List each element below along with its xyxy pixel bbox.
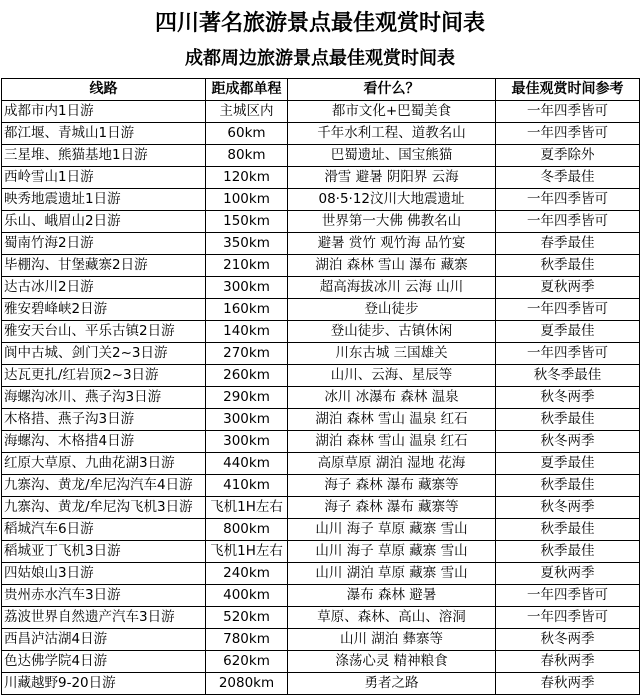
attractions-cell: 登山徒步、古镇休闲 — [288, 321, 496, 343]
table-row — [2, 365, 640, 387]
attractions-cell: 巴蜀遗址、国宝熊猫 — [288, 145, 496, 167]
attractions-cell: 冰川 冰瀑布 森林 温泉 — [288, 387, 496, 409]
route-cell: 达瓦更扎/红岩顶2~3日游 — [2, 365, 206, 387]
distance-cell: 160km — [206, 299, 288, 321]
attractions-cell: 高原草原 湖泊 湿地 花海 — [288, 453, 496, 475]
best-time-cell: 秋季最佳 — [496, 475, 640, 497]
route-cell: 色达佛学院4日游 — [2, 651, 206, 673]
attractions-cell: 山川、云海、星辰等 — [288, 365, 496, 387]
route-cell: 雅安天台山、平乐古镇2日游 — [2, 321, 206, 343]
attractions-cell: 08·5·12汶川大地震遗址 — [288, 189, 496, 211]
attractions-cell: 海子 森林 瀑布 藏寨等 — [288, 475, 496, 497]
best-time-cell: 春秋两季 — [496, 651, 640, 673]
best-time-cell: 春秋两季 — [496, 673, 640, 695]
table-row — [2, 145, 640, 167]
table-row — [2, 123, 640, 145]
best-time-cell: 秋季最佳 — [496, 519, 640, 541]
best-time-cell: 秋冬两季 — [496, 387, 640, 409]
distance-cell: 80km — [206, 145, 288, 167]
attractions-cell: 山川 湖泊 草原 藏寨 雪山 — [288, 563, 496, 585]
table-row — [2, 607, 640, 629]
best-time-cell: 冬季最佳 — [496, 167, 640, 189]
distance-cell: 120km — [206, 167, 288, 189]
route-cell: 红原大草原、九曲花湖3日游 — [2, 453, 206, 475]
route-cell: 四姑娘山3日游 — [2, 563, 206, 585]
page-subtitle: 成都周边旅游景点最佳观赏时间表 — [185, 48, 455, 69]
attractions-cell: 千年水利工程、道教名山 — [288, 123, 496, 145]
best-time-cell: 秋季最佳 — [496, 541, 640, 563]
route-cell: 荔波世界自然遗产汽车3日游 — [2, 607, 206, 629]
table-row — [2, 475, 640, 497]
attractions-cell: 山川 海子 草原 藏寨 雪山 — [288, 519, 496, 541]
schedule-table — [1, 78, 640, 695]
best-time-cell: 一年四季皆可 — [496, 211, 640, 233]
distance-cell: 2080km — [206, 673, 288, 695]
table-row — [2, 519, 640, 541]
distance-cell: 400km — [206, 585, 288, 607]
attractions-cell: 都市文化+巴蜀美食 — [288, 101, 496, 123]
best-time-cell: 夏秋两季 — [496, 563, 640, 585]
table-row — [2, 189, 640, 211]
table-row — [2, 629, 640, 651]
best-time-cell: 秋冬季最佳 — [496, 365, 640, 387]
best-time-cell: 秋冬两季 — [496, 431, 640, 453]
distance-cell: 210km — [206, 255, 288, 277]
distance-cell: 440km — [206, 453, 288, 475]
table-row — [2, 233, 640, 255]
attractions-cell: 湖泊 森林 雪山 温泉 红石 — [288, 409, 496, 431]
distance-cell: 350km — [206, 233, 288, 255]
attractions-cell: 涤荡心灵 精神粮食 — [288, 651, 496, 673]
route-cell: 海螺沟、木格措4日游 — [2, 431, 206, 453]
attractions-cell: 滑雪 避暑 阴阳界 云海 — [288, 167, 496, 189]
route-cell: 毕棚沟、甘堡藏寨2日游 — [2, 255, 206, 277]
attractions-cell: 湖泊 森林 雪山 瀑布 藏寨 — [288, 255, 496, 277]
header-attractions: 看什么？ — [288, 79, 496, 101]
attractions-cell: 山川 海子 草原 藏寨 雪山 — [288, 541, 496, 563]
best-time-cell: 夏季最佳 — [496, 321, 640, 343]
table-header-row — [2, 79, 640, 101]
attractions-cell: 超高海拔冰川 云海 山川 — [288, 277, 496, 299]
attractions-cell: 瀑布 森林 避暑 — [288, 585, 496, 607]
table-row — [2, 277, 640, 299]
attractions-cell: 川东古城 三国雄关 — [288, 343, 496, 365]
route-cell: 贵州赤水汽车3日游 — [2, 585, 206, 607]
best-time-cell: 一年四季皆可 — [496, 189, 640, 211]
attractions-cell: 避暑 赏竹 观竹海 品竹宴 — [288, 233, 496, 255]
attractions-cell: 草原、森林、高山、溶洞 — [288, 607, 496, 629]
distance-cell: 620km — [206, 651, 288, 673]
table-row — [2, 409, 640, 431]
distance-cell: 270km — [206, 343, 288, 365]
header-best-time: 最佳观赏时间参考 — [496, 79, 640, 101]
best-time-cell: 一年四季皆可 — [496, 123, 640, 145]
best-time-cell: 秋冬两季 — [496, 497, 640, 519]
table-body — [2, 101, 640, 695]
route-cell: 川藏越野9-20日游 — [2, 673, 206, 695]
table-row — [2, 673, 640, 695]
route-cell: 成都市内1日游 — [2, 101, 206, 123]
best-time-cell: 一年四季皆可 — [496, 607, 640, 629]
best-time-cell: 一年四季皆可 — [496, 299, 640, 321]
route-cell: 海螺沟冰川、燕子沟3日游 — [2, 387, 206, 409]
distance-cell: 140km — [206, 321, 288, 343]
table-row — [2, 101, 640, 123]
distance-cell: 780km — [206, 629, 288, 651]
best-time-cell: 春季最佳 — [496, 233, 640, 255]
distance-cell: 60km — [206, 123, 288, 145]
route-cell: 九寨沟、黄龙/牟尼沟汽车4日游 — [2, 475, 206, 497]
distance-cell: 240km — [206, 563, 288, 585]
route-cell: 都江堰、青城山1日游 — [2, 123, 206, 145]
distance-cell: 飞机1H左右 — [206, 497, 288, 519]
distance-cell: 300km — [206, 409, 288, 431]
table-row — [2, 255, 640, 277]
best-time-cell: 夏季最佳 — [496, 453, 640, 475]
best-time-cell: 秋季最佳 — [496, 255, 640, 277]
route-cell: 蜀南竹海2日游 — [2, 233, 206, 255]
table-row — [2, 299, 640, 321]
best-time-cell: 秋季最佳 — [496, 409, 640, 431]
distance-cell: 520km — [206, 607, 288, 629]
distance-cell: 800km — [206, 519, 288, 541]
attractions-cell: 山川 湖泊 彝寨等 — [288, 629, 496, 651]
attractions-cell: 勇者之路 — [288, 673, 496, 695]
table-row — [2, 541, 640, 563]
best-time-cell: 秋冬两季 — [496, 629, 640, 651]
distance-cell: 100km — [206, 189, 288, 211]
attractions-cell: 世界第一大佛 佛教名山 — [288, 211, 496, 233]
table-row — [2, 497, 640, 519]
route-cell: 西岭雪山1日游 — [2, 167, 206, 189]
table-row — [2, 387, 640, 409]
route-cell: 映秀地震遗址1日游 — [2, 189, 206, 211]
header-distance: 距成都单程 — [206, 79, 288, 101]
route-cell: 阆中古城、剑门关2~3日游 — [2, 343, 206, 365]
table-row — [2, 453, 640, 475]
route-cell: 乐山、峨眉山2日游 — [2, 211, 206, 233]
table-row — [2, 343, 640, 365]
distance-cell: 290km — [206, 387, 288, 409]
best-time-cell: 一年四季皆可 — [496, 101, 640, 123]
table-row — [2, 651, 640, 673]
table-row — [2, 321, 640, 343]
table-row — [2, 563, 640, 585]
attractions-cell: 登山徒步 — [288, 299, 496, 321]
attractions-cell: 湖泊 森林 雪山 温泉 红石 — [288, 431, 496, 453]
distance-cell: 主城区内 — [206, 101, 288, 123]
table-row — [2, 585, 640, 607]
page-title: 四川著名旅游景点最佳观赏时间表 — [154, 11, 485, 36]
route-cell: 三星堆、熊猫基地1日游 — [2, 145, 206, 167]
best-time-cell: 一年四季皆可 — [496, 585, 640, 607]
route-cell: 木格措、燕子沟3日游 — [2, 409, 206, 431]
distance-cell: 300km — [206, 431, 288, 453]
attractions-cell: 海子 森林 瀑布 藏寨等 — [288, 497, 496, 519]
route-cell: 稻城汽车6日游 — [2, 519, 206, 541]
distance-cell: 150km — [206, 211, 288, 233]
distance-cell: 300km — [206, 277, 288, 299]
header-route: 线路 — [2, 79, 206, 101]
best-time-cell: 夏秋两季 — [496, 277, 640, 299]
route-cell: 达古冰川2日游 — [2, 277, 206, 299]
route-cell: 雅安碧峰峡2日游 — [2, 299, 206, 321]
best-time-cell: 夏季除外 — [496, 145, 640, 167]
route-cell: 九寨沟、黄龙/牟尼沟飞机3日游 — [2, 497, 206, 519]
table-row — [2, 431, 640, 453]
route-cell: 西昌泸沽湖4日游 — [2, 629, 206, 651]
best-time-cell: 一年四季皆可 — [496, 343, 640, 365]
distance-cell: 260km — [206, 365, 288, 387]
table-row — [2, 211, 640, 233]
route-cell: 稻城亚丁飞机3日游 — [2, 541, 206, 563]
table-row — [2, 167, 640, 189]
distance-cell: 410km — [206, 475, 288, 497]
distance-cell: 飞机1H左右 — [206, 541, 288, 563]
